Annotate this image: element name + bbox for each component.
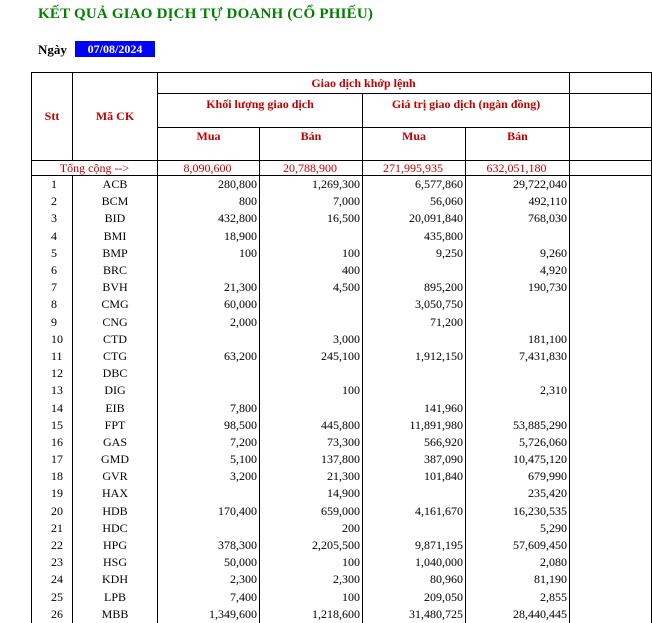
- row-extra: [570, 365, 652, 382]
- row-ma-ck: BID: [73, 210, 158, 227]
- row-kl-mua: [158, 365, 260, 382]
- row-stt: 1: [32, 176, 73, 194]
- row-extra: [570, 451, 652, 468]
- total-gt-mua: 271,995,935: [363, 161, 466, 176]
- row-gt-ban: 181,100: [466, 331, 570, 348]
- row-kl-ban: 3,000: [260, 331, 363, 348]
- row-gt-mua: 80,960: [363, 571, 466, 588]
- row-gt-mua: 387,090: [363, 451, 466, 468]
- row-gt-ban: 768,030: [466, 210, 570, 227]
- row-kl-ban: 4,500: [260, 279, 363, 296]
- table-row: [32, 554, 652, 571]
- row-kl-mua: 170,400: [158, 503, 260, 520]
- row-kl-ban: 21,300: [260, 468, 363, 485]
- header-ma-ck: Mã CK: [73, 73, 158, 161]
- row-kl-mua: 7,800: [158, 399, 260, 416]
- total-kl-ban: 20,788,900: [260, 161, 363, 176]
- row-kl-mua: 280,800: [158, 176, 260, 194]
- row-kl-ban: [260, 228, 363, 245]
- table-row: [32, 571, 652, 588]
- row-kl-mua: 98,500: [158, 417, 260, 434]
- row-gt-ban: 53,885,290: [466, 417, 570, 434]
- row-gt-ban: 7,431,830: [466, 348, 570, 365]
- header-khop-lenh: Giao dịch khớp lệnh: [158, 73, 570, 94]
- table-row: [32, 228, 652, 245]
- row-extra: [570, 606, 652, 623]
- row-gt-ban: [466, 365, 570, 382]
- row-kl-ban: [260, 399, 363, 416]
- row-stt: 20: [32, 503, 73, 520]
- table-row: [32, 348, 652, 365]
- row-gt-mua: [363, 262, 466, 279]
- header-kl-ban: Bán: [260, 128, 363, 161]
- row-kl-ban: 100: [260, 245, 363, 262]
- row-gt-mua: [363, 520, 466, 537]
- table-row: [32, 417, 652, 434]
- table-row: [32, 468, 652, 485]
- row-stt: 17: [32, 451, 73, 468]
- row-stt: 9: [32, 314, 73, 331]
- row-ma-ck: HDB: [73, 503, 158, 520]
- row-gt-ban: 28,440,445: [466, 606, 570, 623]
- row-gt-ban: [466, 399, 570, 416]
- table-row: [32, 210, 652, 227]
- row-kl-mua: [158, 485, 260, 502]
- row-kl-mua: 1,349,600: [158, 606, 260, 623]
- trading-table: [31, 72, 652, 623]
- header-extra-3: [570, 128, 652, 161]
- row-ma-ck: GVR: [73, 468, 158, 485]
- row-extra: [570, 503, 652, 520]
- row-kl-ban: [260, 365, 363, 382]
- row-gt-mua: 11,891,980: [363, 417, 466, 434]
- total-gt-ban: 632,051,180: [466, 161, 570, 176]
- date-label: Ngày: [38, 42, 67, 57]
- table-row: [32, 589, 652, 606]
- row-gt-mua: 1,912,150: [363, 348, 466, 365]
- row-ma-ck: CTD: [73, 331, 158, 348]
- row-gt-mua: 20,091,840: [363, 210, 466, 227]
- row-ma-ck: MBB: [73, 606, 158, 623]
- table-row: [32, 606, 652, 623]
- row-gt-mua: 4,161,670: [363, 503, 466, 520]
- row-ma-ck: CTG: [73, 348, 158, 365]
- row-gt-ban: 5,290: [466, 520, 570, 537]
- row-ma-ck: LPB: [73, 589, 158, 606]
- row-gt-mua: 895,200: [363, 279, 466, 296]
- row-gt-mua: 71,200: [363, 314, 466, 331]
- row-gt-ban: 81,190: [466, 571, 570, 588]
- row-extra: [570, 228, 652, 245]
- row-gt-ban: 190,730: [466, 279, 570, 296]
- table-row: [32, 434, 652, 451]
- row-ma-ck: BMI: [73, 228, 158, 245]
- row-kl-mua: 5,100: [158, 451, 260, 468]
- row-gt-ban: 9,260: [466, 245, 570, 262]
- row-stt: 19: [32, 485, 73, 502]
- total-extra: [570, 161, 652, 176]
- row-ma-ck: KDH: [73, 571, 158, 588]
- row-stt: 21: [32, 520, 73, 537]
- row-stt: 6: [32, 262, 73, 279]
- table-row: [32, 193, 652, 210]
- date-value: 07/08/2024: [75, 41, 155, 57]
- row-extra: [570, 279, 652, 296]
- row-extra: [570, 296, 652, 313]
- row-gt-ban: 16,230,535: [466, 503, 570, 520]
- row-kl-mua: 2,000: [158, 314, 260, 331]
- row-kl-ban: 445,800: [260, 417, 363, 434]
- row-extra: [570, 571, 652, 588]
- row-kl-ban: 14,900: [260, 485, 363, 502]
- row-extra: [570, 399, 652, 416]
- row-stt: 3: [32, 210, 73, 227]
- row-extra: [570, 468, 652, 485]
- row-kl-ban: 1,269,300: [260, 176, 363, 194]
- row-ma-ck: EIB: [73, 399, 158, 416]
- row-stt: 10: [32, 331, 73, 348]
- row-kl-ban: 100: [260, 382, 363, 399]
- row-extra: [570, 331, 652, 348]
- row-kl-ban: 2,205,500: [260, 537, 363, 554]
- row-stt: 4: [32, 228, 73, 245]
- row-ma-ck: BRC: [73, 262, 158, 279]
- row-stt: 12: [32, 365, 73, 382]
- row-stt: 26: [32, 606, 73, 623]
- table-row: [32, 314, 652, 331]
- row-stt: 24: [32, 571, 73, 588]
- row-kl-mua: 3,200: [158, 468, 260, 485]
- row-extra: [570, 176, 652, 194]
- row-extra: [570, 210, 652, 227]
- row-ma-ck: HDC: [73, 520, 158, 537]
- row-kl-mua: 60,000: [158, 296, 260, 313]
- row-ma-ck: BVH: [73, 279, 158, 296]
- row-kl-ban: 2,300: [260, 571, 363, 588]
- row-kl-mua: 7,400: [158, 589, 260, 606]
- row-kl-ban: [260, 314, 363, 331]
- row-gt-mua: 1,040,000: [363, 554, 466, 571]
- table-row: [32, 279, 652, 296]
- row-kl-mua: 2,300: [158, 571, 260, 588]
- row-gt-ban: 2,855: [466, 589, 570, 606]
- report-title: KẾT QUẢ GIAO DỊCH TỰ DOANH (CỔ PHIẾU): [38, 6, 374, 22]
- row-stt: 18: [32, 468, 73, 485]
- row-extra: [570, 589, 652, 606]
- row-kl-ban: 7,000: [260, 193, 363, 210]
- row-gt-mua: [363, 365, 466, 382]
- total-row: [32, 161, 652, 176]
- row-kl-ban: 100: [260, 554, 363, 571]
- row-gt-mua: [363, 485, 466, 502]
- row-ma-ck: CNG: [73, 314, 158, 331]
- row-kl-ban: 73,300: [260, 434, 363, 451]
- row-stt: 8: [32, 296, 73, 313]
- row-gt-mua: [363, 382, 466, 399]
- row-gt-mua: 141,960: [363, 399, 466, 416]
- row-extra: [570, 262, 652, 279]
- row-extra: [570, 434, 652, 451]
- row-kl-mua: [158, 382, 260, 399]
- row-gt-ban: [466, 228, 570, 245]
- row-kl-mua: 432,800: [158, 210, 260, 227]
- row-stt: 5: [32, 245, 73, 262]
- row-ma-ck: DBC: [73, 365, 158, 382]
- row-ma-ck: GMD: [73, 451, 158, 468]
- row-kl-ban: 100: [260, 589, 363, 606]
- row-kl-ban: 659,000: [260, 503, 363, 520]
- row-gt-mua: 56,060: [363, 193, 466, 210]
- row-extra: [570, 245, 652, 262]
- row-stt: 15: [32, 417, 73, 434]
- row-gt-ban: [466, 296, 570, 313]
- row-extra: [570, 537, 652, 554]
- table-row: [32, 399, 652, 416]
- row-kl-mua: 378,300: [158, 537, 260, 554]
- header-kl-mua: Mua: [158, 128, 260, 161]
- row-kl-mua: [158, 262, 260, 279]
- table-row: [32, 537, 652, 554]
- table-row: [32, 382, 652, 399]
- row-stt: 23: [32, 554, 73, 571]
- row-gt-ban: 5,726,060: [466, 434, 570, 451]
- row-stt: 16: [32, 434, 73, 451]
- header-gt-mua: Mua: [363, 128, 466, 161]
- row-gt-mua: 3,050,750: [363, 296, 466, 313]
- row-kl-ban: 400: [260, 262, 363, 279]
- header-khoi-luong: Khối lượng giao dịch: [158, 94, 363, 128]
- row-stt: 13: [32, 382, 73, 399]
- row-stt: 11: [32, 348, 73, 365]
- row-extra: [570, 348, 652, 365]
- row-gt-ban: 4,920: [466, 262, 570, 279]
- header-gt-ban: Bán: [466, 128, 570, 161]
- row-gt-mua: [363, 331, 466, 348]
- row-ma-ck: CMG: [73, 296, 158, 313]
- row-gt-ban: [466, 314, 570, 331]
- row-stt: 14: [32, 399, 73, 416]
- row-kl-mua: 7,200: [158, 434, 260, 451]
- row-gt-mua: 9,871,195: [363, 537, 466, 554]
- row-gt-mua: 435,800: [363, 228, 466, 245]
- row-kl-mua: 100: [158, 245, 260, 262]
- row-ma-ck: FPT: [73, 417, 158, 434]
- row-kl-mua: 21,300: [158, 279, 260, 296]
- table-body: [32, 176, 652, 623]
- row-extra: [570, 520, 652, 537]
- row-kl-ban: 245,100: [260, 348, 363, 365]
- row-gt-ban: 235,420: [466, 485, 570, 502]
- row-extra: [570, 382, 652, 399]
- row-kl-mua: 800: [158, 193, 260, 210]
- row-gt-ban: 57,609,450: [466, 537, 570, 554]
- row-kl-ban: 16,500: [260, 210, 363, 227]
- row-extra: [570, 314, 652, 331]
- row-kl-ban: 1,218,600: [260, 606, 363, 623]
- row-stt: 2: [32, 193, 73, 210]
- row-ma-ck: BCM: [73, 193, 158, 210]
- table-row: [32, 520, 652, 537]
- header-extra-2: [570, 94, 652, 128]
- table-row: [32, 485, 652, 502]
- table-row: [32, 331, 652, 348]
- row-gt-ban: 29,722,040: [466, 176, 570, 194]
- row-kl-mua: [158, 331, 260, 348]
- row-gt-ban: 10,475,120: [466, 451, 570, 468]
- row-gt-mua: 9,250: [363, 245, 466, 262]
- row-kl-mua: [158, 520, 260, 537]
- row-ma-ck: HSG: [73, 554, 158, 571]
- table-row: [32, 451, 652, 468]
- row-ma-ck: ACB: [73, 176, 158, 194]
- row-gt-ban: 492,110: [466, 193, 570, 210]
- row-gt-ban: 679,990: [466, 468, 570, 485]
- total-label: Tổng cộng -->: [32, 161, 158, 176]
- table-row: [32, 503, 652, 520]
- header-stt: Stt: [32, 73, 73, 161]
- row-ma-ck: DIG: [73, 382, 158, 399]
- row-ma-ck: GAS: [73, 434, 158, 451]
- row-gt-mua: 566,920: [363, 434, 466, 451]
- row-ma-ck: BMP: [73, 245, 158, 262]
- row-gt-ban: 2,080: [466, 554, 570, 571]
- row-ma-ck: HPG: [73, 537, 158, 554]
- row-stt: 22: [32, 537, 73, 554]
- row-gt-ban: 2,310: [466, 382, 570, 399]
- table-row: [32, 176, 652, 194]
- row-gt-mua: 6,577,860: [363, 176, 466, 194]
- table-row: [32, 262, 652, 279]
- row-stt: 7: [32, 279, 73, 296]
- row-stt: 25: [32, 589, 73, 606]
- row-extra: [570, 193, 652, 210]
- row-kl-mua: 63,200: [158, 348, 260, 365]
- row-extra: [570, 417, 652, 434]
- row-kl-mua: 18,900: [158, 228, 260, 245]
- table-row: [32, 365, 652, 382]
- row-kl-ban: [260, 296, 363, 313]
- row-extra: [570, 485, 652, 502]
- row-kl-mua: 50,000: [158, 554, 260, 571]
- row-extra: [570, 554, 652, 571]
- total-kl-mua: 8,090,600: [158, 161, 260, 176]
- header-extra: [570, 73, 652, 94]
- table-row: [32, 296, 652, 313]
- row-ma-ck: HAX: [73, 485, 158, 502]
- row-gt-mua: 209,050: [363, 589, 466, 606]
- header-gia-tri: Giá trị giao dịch (ngàn đồng): [363, 94, 570, 128]
- row-gt-mua: 101,840: [363, 468, 466, 485]
- row-kl-ban: 137,800: [260, 451, 363, 468]
- row-gt-mua: 31,480,725: [363, 606, 466, 623]
- row-kl-ban: 200: [260, 520, 363, 537]
- table-row: [32, 245, 652, 262]
